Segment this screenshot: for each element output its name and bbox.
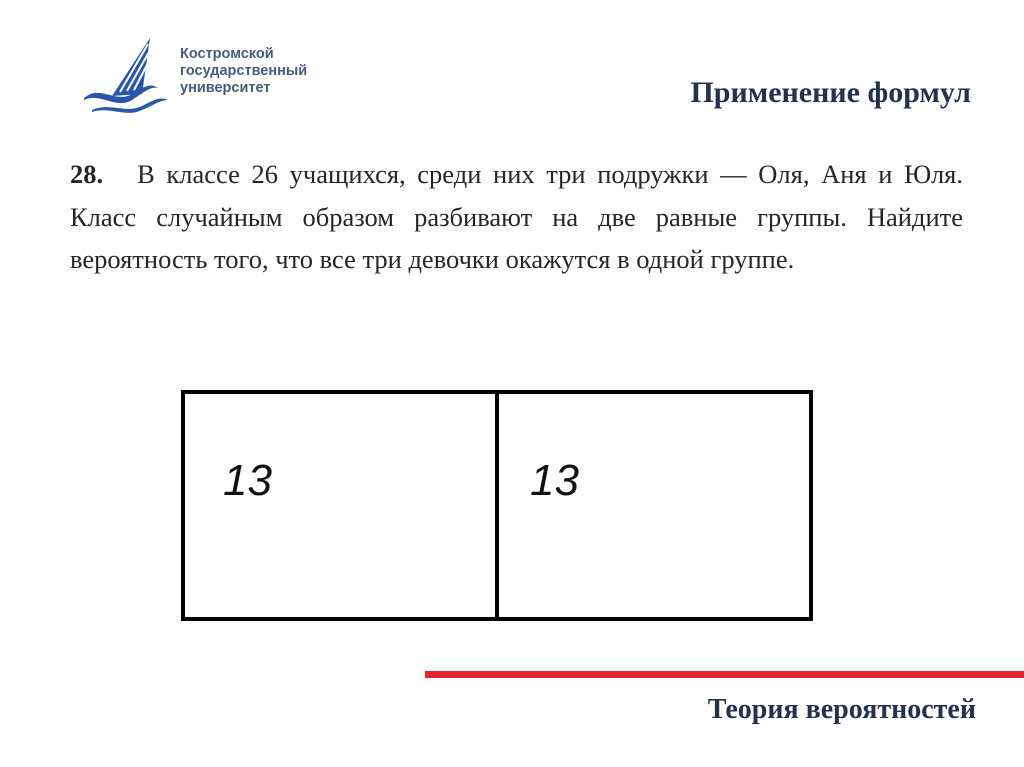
footer-title: Теория вероятностей [707, 694, 976, 725]
problem-statement [70, 153, 963, 281]
group-cell-left [185, 394, 495, 617]
university-emblem-icon [82, 34, 178, 114]
group-count-label: 13 [530, 456, 579, 505]
problem-number: 28. [70, 159, 104, 189]
accent-divider [425, 671, 1024, 678]
logo-line: университет [180, 80, 271, 96]
logo-line: Костромской [180, 46, 274, 62]
problem-text: В классе 26 учащихся, среди них три подружки — Оля, Аня и Юля. Класс случайным образом разбивают на две равные группы. Найдите вероятность того, что все три девочки окажутся в одной группе. [70, 159, 963, 274]
university-name [180, 46, 307, 97]
logo-line: государственный [180, 63, 308, 79]
university-logo [82, 34, 342, 114]
group-cell-right [495, 394, 809, 617]
groups-diagram [181, 390, 813, 621]
slide-title: Применение формул [690, 76, 971, 109]
group-count-label: 13 [223, 456, 272, 505]
